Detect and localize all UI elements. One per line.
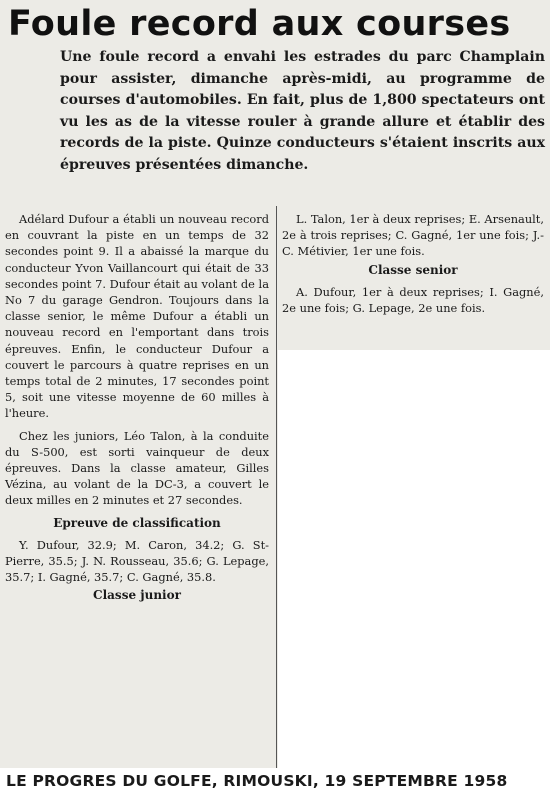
section-title-senior: Classe senior (368, 262, 458, 277)
section-text-senior: A. Dufour, 1er à deux reprises; I. Gagné, 2e une fois; G. Lepage, 2e une fois. (282, 284, 544, 316)
column-divider (276, 206, 277, 768)
blank-area (278, 350, 550, 768)
section-title-classification: Epreuve de classification (53, 515, 221, 530)
lead-paragraph: Une foule record a envahi les estrades du parc Champlain pour assister, dimanche après-midi, au programme de courses d'automobiles. En fait, plus de 1,800 spectateurs ont vu les as de la vitesse rouler à grande allure et établir des records de la piste. Quinze conducteurs s'étaient inscrits aux épreuves présentées dimanche. (60, 49, 545, 173)
source-caption: LE PROGRES DU GOLFE, RIMOUSKI, 19 SEPTEMBRE 1958 (0, 768, 520, 794)
section-text-classification: Y. Dufour, 32.9; M. Caron, 34.2; G. St-Pierre, 35.5; J. N. Rousseau, 35.6; G. Lepage, 35.7; I. Gagné, 35.7; C. Gagné, 35.8. (5, 537, 269, 585)
paragraph-dufour-record: Adélard Dufour a établi un nouveau record en couvrant la piste en un temps de 32 secondes point 9. Il a abaissé la marque du conducteur Yvon Vaillancourt qui était de 33 secondes point 7. Dufour était au volant de la No 7 du garage Gendron. Toujours dans la classe senior, le même Dufour a établi un nouveau record en l'emportant dans trois épreuves. Enfin, le conducteur Dufour a couvert le parcours à quatre reprises en un temps total de 2 minutes, 17 secondes point 5, soit une vitesse moyenne de 60 milles à l'heure. (5, 212, 269, 421)
column-left (5, 211, 269, 610)
headline: Foule record aux courses (8, 4, 511, 44)
section-text-junior: L. Talon, 1er à deux reprises; E. Arsenault, 2e à trois reprises; C. Gagné, 1er une fois; J.-C. Métivier, 1er une fois. (282, 212, 544, 259)
column-right (282, 211, 544, 318)
section-title-junior: Classe junior (93, 588, 181, 603)
paragraph-juniors: Chez les juniors, Léo Talon, à la conduite du S-500, est sorti vainqueur de deux épreuves. Dans la classe amateur, Gilles Vézina, au volant de la DC-3, a couvert le deux milles en 2 minutes et 27 secondes. (5, 428, 269, 508)
